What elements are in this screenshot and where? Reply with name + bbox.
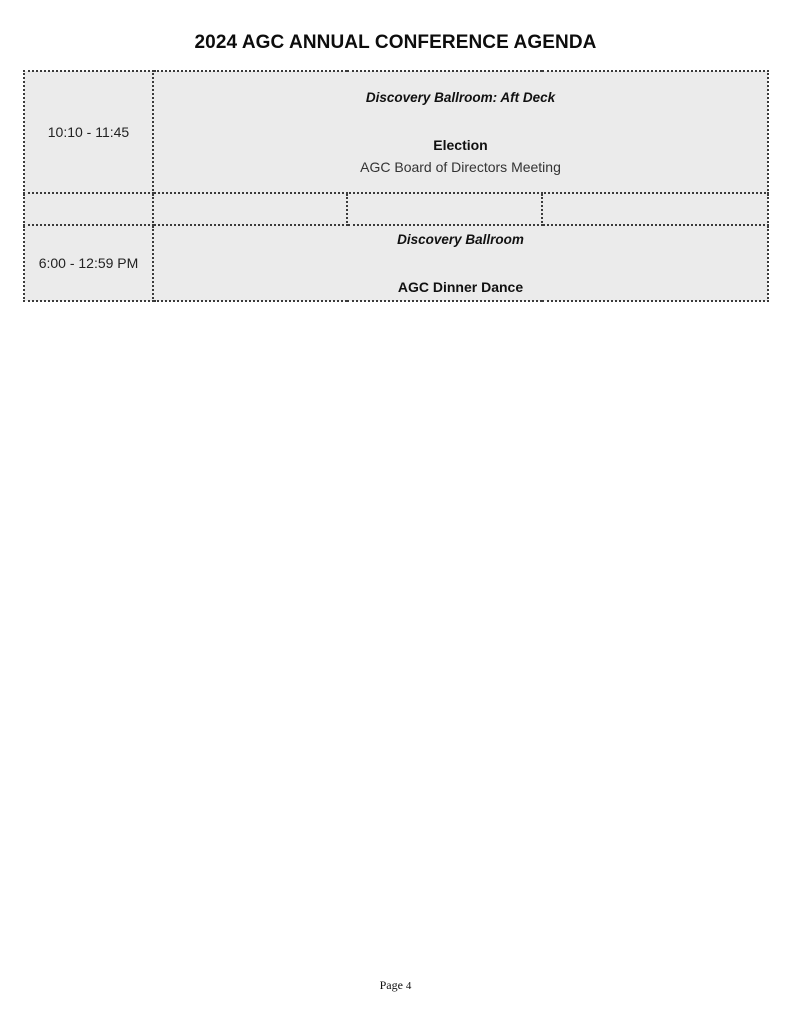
empty-cell [347,193,542,225]
page-number: 4 [405,980,412,992]
table-row [24,225,768,301]
event-location: Discovery Ballroom [397,231,524,247]
table-row [24,71,768,193]
time-label: 6:00 - 12:59 PM [38,255,139,271]
empty-cell [542,193,768,225]
agenda-table [23,70,769,302]
event-title: AGC Dinner Dance [397,278,524,295]
page-label: Page [379,978,403,992]
table-row-empty [24,193,768,225]
event-cell [153,225,768,301]
event-block [154,75,767,189]
empty-cell [24,193,153,225]
event-cell [153,71,768,193]
event-description: AGC Board of Directors Meeting [360,159,561,175]
event-block [154,227,767,300]
event-title: Election [433,137,488,153]
time-label: 10:10 - 11:45 [47,124,130,140]
event-location: Discovery Ballroom: Aft Deck [365,90,556,105]
time-cell [24,71,153,193]
time-cell [24,225,153,301]
empty-cell [153,193,347,225]
page-footer [0,978,791,993]
page-title: 2024 AGC ANNUAL CONFERENCE AGENDA [194,32,597,53]
